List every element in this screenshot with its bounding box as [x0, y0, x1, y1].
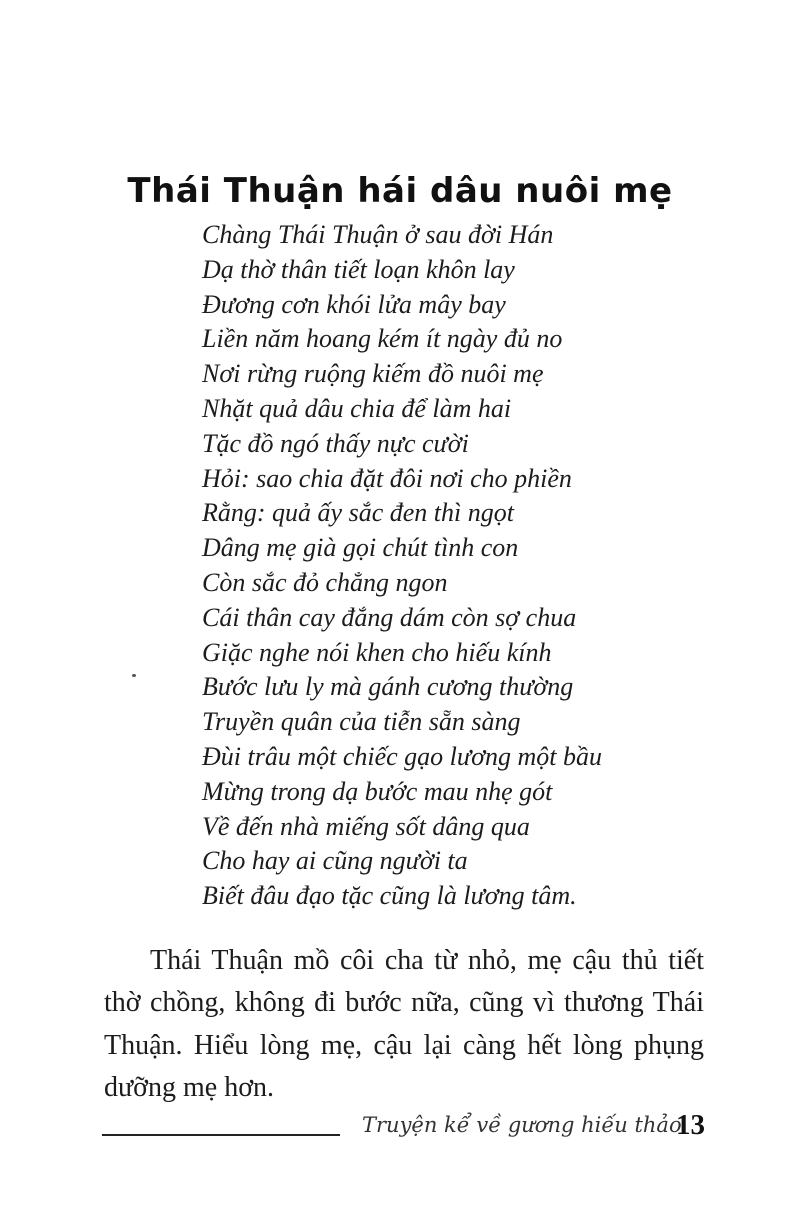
poem-line: Rằng: quả ấy sắc đen thì ngọt — [202, 498, 514, 528]
poem-line: Tặc đồ ngó thấy nực cười — [202, 428, 469, 458]
poem-line: Truyền quân của tiễn sẵn sàng — [202, 707, 521, 737]
poem-line: Mừng trong dạ bước mau nhẹ gót — [202, 776, 553, 806]
poem-line: Giặc nghe nói khen cho hiếu kính — [202, 637, 552, 667]
print-speck — [132, 674, 136, 677]
poem-line: Chàng Thái Thuận ở sau đời Hán — [202, 220, 554, 249]
poem-line: Biết đâu đạo tặc cũng là lương tâm. — [202, 881, 577, 911]
poem-line: Còn sắc đỏ chẳng ngon — [202, 567, 448, 597]
poem-line: Đương cơn khói lửa mây bay — [202, 289, 506, 319]
poem-line: Bước lưu ly mà gánh cương thường — [202, 672, 574, 702]
body-paragraph: Thái Thuận mồ côi cha từ nhỏ, mẹ cậu thủ tiết thờ chồng, không đi bước nữa, cũng vì thương Thái Thuận. Hiểu lòng mẹ, cậu lại càng hết lòng phụng dưỡng mẹ hơn. — [104, 945, 704, 1103]
page-number: 13 — [676, 1109, 705, 1141]
page-title: Thái Thuận hái dâu nuôi mẹ — [127, 170, 673, 211]
poem — [202, 218, 602, 914]
poem-line: Nơi rừng ruộng kiếm đồ nuôi mẹ — [202, 359, 544, 389]
footer-rule — [102, 1134, 340, 1136]
poem-line: Dâng mẹ già gọi chút tình con — [202, 533, 519, 563]
poem-line: Về đến nhà miếng sốt dâng qua — [202, 811, 530, 841]
poem-line: Dạ thờ thân tiết loạn khôn lay — [202, 254, 515, 284]
poem-line: Cái thân cay đắng dám còn sợ chua — [202, 602, 577, 632]
poem-line: Cho hay ai cũng người ta — [202, 846, 468, 876]
poem-line: Liền năm hoang kém ít ngày đủ no — [202, 324, 563, 354]
running-footer: Truyện kể về gương hiếu thảo — [362, 1113, 682, 1137]
poem-line: Hỏi: sao chia đặt đôi nơi cho phiền — [202, 463, 572, 493]
poem-line: Nhặt quả dâu chia để làm hai — [202, 393, 512, 423]
poem-line: Đùi trâu một chiếc gạo lương một bầu — [202, 741, 602, 771]
